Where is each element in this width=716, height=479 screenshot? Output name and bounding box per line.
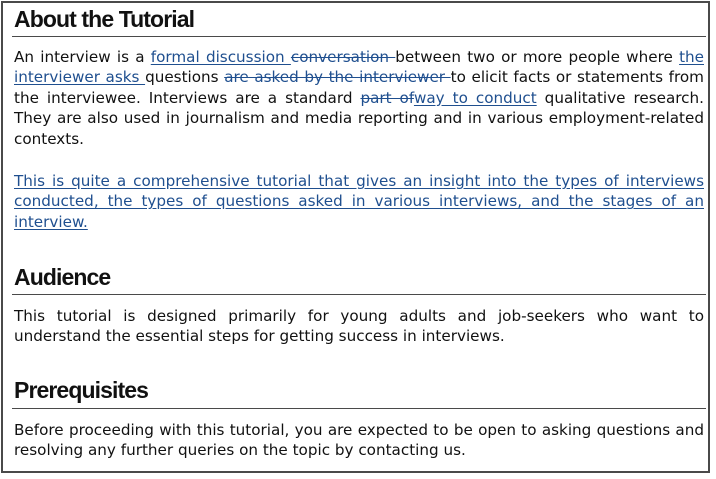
inserted-text: formal discussion [150, 48, 291, 66]
section-divider-audience [12, 294, 706, 295]
section-divider-prerequisites [12, 408, 706, 409]
deleted-text: are asked by the interviewer [224, 68, 451, 87]
inserted-text: way to conduct [413, 88, 537, 107]
paragraph-prerequisites [14, 420, 704, 461]
section-divider-about [12, 36, 706, 37]
section-title-about: About the Tutorial [14, 6, 195, 32]
deleted-text: part of [360, 88, 414, 107]
inserted-text: This is quite a comprehensive tutorial that gives an insight into the types of interviews conducted, the types of questions asked in various interviews, and the stages of an interview. [14, 172, 704, 231]
text-segment: An interview is a [14, 48, 151, 66]
paragraph-audience [14, 306, 704, 347]
text-segment: Before proceeding with this tutorial, you are expected to be open to asking questions and resolving any further queries on the topic by contacting us. [14, 421, 704, 460]
section-title-prerequisites: Prerequisites [14, 377, 149, 403]
text-segment: This tutorial is designed primarily for young adults and job-seekers who want to understand the essential steps for getting success in interviews. [14, 307, 704, 346]
section-title-audience: Audience [14, 264, 111, 290]
text-segment: questions [145, 68, 225, 87]
paragraph-about-intro [14, 47, 704, 149]
paragraph-about-summary [14, 171, 704, 232]
text-segment: between two or more people where [395, 48, 680, 66]
deleted-text: conversation [290, 48, 396, 66]
inserted-text: the interviewer asks [14, 48, 704, 87]
text-segment: qualitative research. They are also used in journalism and media reporting and in various employment-related contexts. [14, 88, 704, 148]
text-segment: to elicit facts or statements from the interviewee. Interviews are a standard [14, 68, 704, 107]
